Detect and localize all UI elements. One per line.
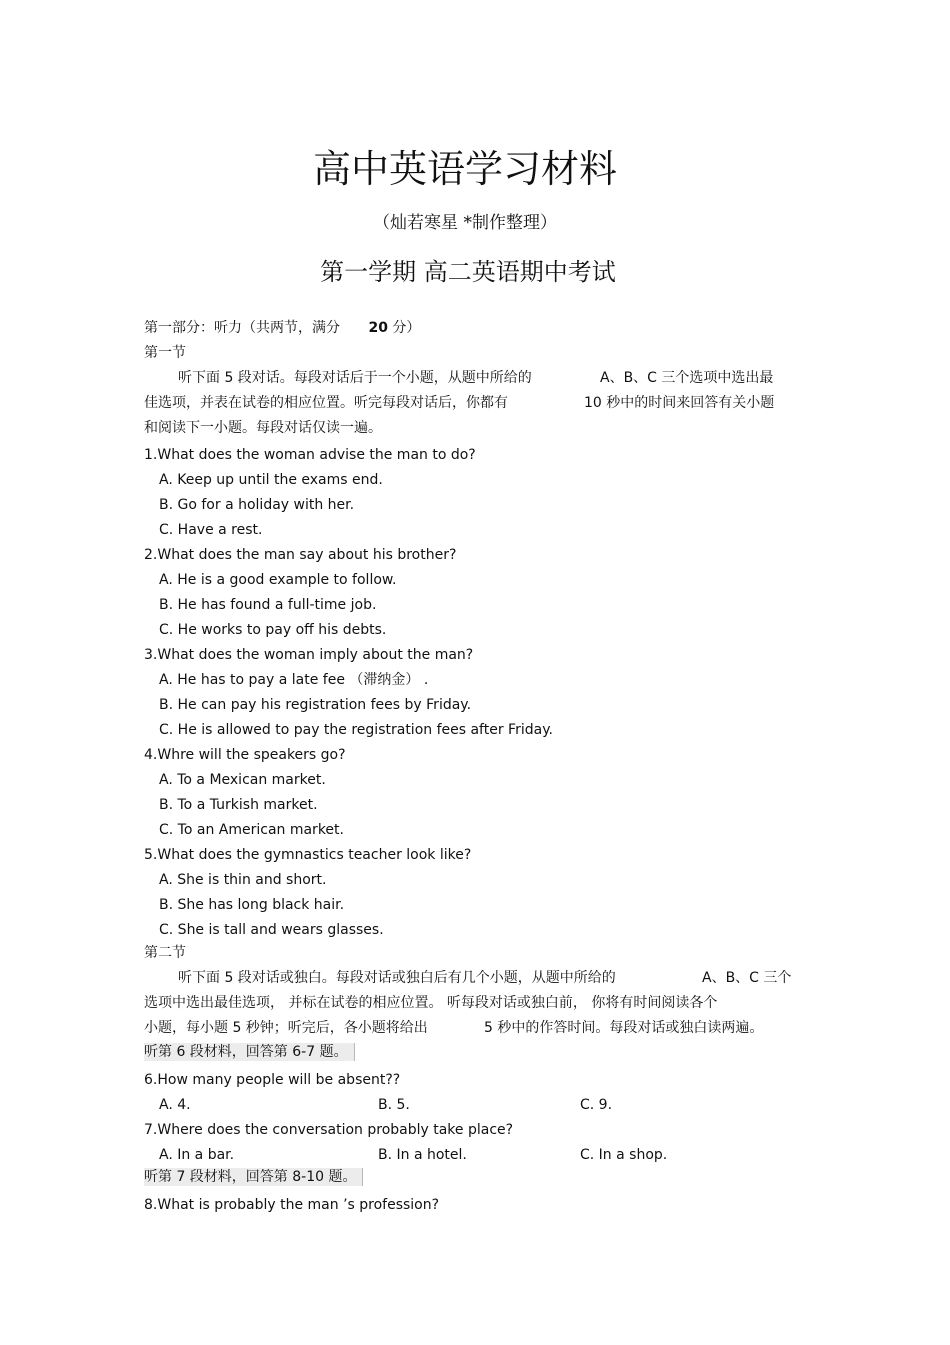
section2-label: 第二节 — [144, 945, 186, 961]
q4-option-c: C. To an American market. — [159, 822, 344, 838]
section2-instruction-line-tail: 5 秒中的作答时间。每段对话或独白读两遍。 — [484, 1020, 764, 1036]
section1-label: 第一节 — [144, 345, 186, 361]
section2-instruction-line: 选项中选出最佳选项， 并标在试卷的相应位置。 听每段对话或独白前， 你将有时间阅读各个 — [144, 995, 718, 1011]
section1-instruction-line: 听下面 5 段对话。每段对话后于一个小题，从题中所给的 — [178, 370, 532, 386]
q3-option-b: B. He can pay his registration fees by Friday. — [159, 697, 472, 713]
q6-option-c: C. 9. — [580, 1097, 613, 1113]
q7-option-a: A. In a bar. — [159, 1147, 235, 1163]
q3-option-c: C. He is allowed to pay the registration fees after Friday. — [159, 722, 553, 738]
part1-heading-suffix: 分） — [392, 320, 421, 336]
q4-option-a: A. To a Mexican market. — [159, 772, 326, 788]
q1-option-c: C. Have a rest. — [159, 522, 263, 538]
q1-option-a: A. Keep up until the exams end. — [159, 472, 383, 488]
q5-option-a: A. She is thin and short. — [159, 872, 327, 888]
q5-option-b: B. She has long black hair. — [159, 897, 345, 913]
question-4: 4.Whre will the speakers go? — [144, 747, 346, 763]
question-2: 2.What does the man say about his brother? — [144, 547, 457, 563]
q3-option-a: A. He has to pay a late fee （滞纳金） . — [159, 672, 429, 688]
material-7-banner: 听第 7 段材料，回答第 8-10 题。 — [144, 1168, 363, 1186]
material-6-banner: 听第 6 段材料，回答第 6-7 题。 — [144, 1043, 355, 1061]
part1-heading-prefix: 第一部分：听力（共两节，满分 — [144, 320, 340, 336]
q2-option-c: C. He works to pay off his debts. — [159, 622, 387, 638]
q6-option-a: A. 4. — [159, 1097, 191, 1113]
section1-instruction-line: 和阅读下一小题。每段对话仅读一遍。 — [144, 420, 382, 436]
part1-heading — [144, 319, 420, 337]
q6-option-b: B. 5. — [378, 1097, 410, 1113]
q7-option-c: C. In a shop. — [580, 1147, 668, 1163]
section2-instruction-line: 听下面 5 段对话或独白。每段对话或独白后有几个小题，从题中所给的 — [178, 970, 616, 986]
q5-option-c: C. She is tall and wears glasses. — [159, 922, 384, 938]
section2-instruction-line-tail: A、B、C 三个 — [702, 970, 792, 986]
q2-option-a: A. He is a good example to follow. — [159, 572, 397, 588]
question-6: 6.How many people will be absent?? — [144, 1072, 401, 1088]
question-1: 1.What does the woman advise the man to do? — [144, 447, 476, 463]
question-5: 5.What does the gymnastics teacher look like? — [144, 847, 472, 863]
document-title: 高中英语学习材料 — [312, 147, 617, 191]
question-7: 7.Where does the conversation probably take place? — [144, 1122, 514, 1138]
section1-instruction-line-tail: 10 秒中的时间来回答有关小题 — [584, 395, 775, 411]
document-subtitle: （灿若寒星 *制作整理） — [373, 213, 557, 233]
section1-instruction-line-tail: A、B、C 三个选项中选出最 — [600, 370, 774, 386]
q2-option-b: B. He has found a full-time job. — [159, 597, 377, 613]
question-3: 3.What does the woman imply about the man? — [144, 647, 474, 663]
section1-instruction-line: 佳选项，并表在试卷的相应位置。听完每段对话后，你都有 — [144, 395, 508, 411]
section2-instruction-line: 小题，每小题 5 秒钟；听完后，各小题将给出 — [144, 1020, 428, 1036]
part1-heading-score: 20 — [368, 320, 388, 336]
q7-option-b: B. In a hotel. — [378, 1147, 467, 1163]
q1-option-b: B. Go for a holiday with her. — [159, 497, 355, 513]
question-8: 8.What is probably the man ’s profession? — [144, 1197, 440, 1213]
exam-title: 第一学期 高二英语期中考试 — [320, 258, 616, 286]
q4-option-b: B. To a Turkish market. — [159, 797, 318, 813]
